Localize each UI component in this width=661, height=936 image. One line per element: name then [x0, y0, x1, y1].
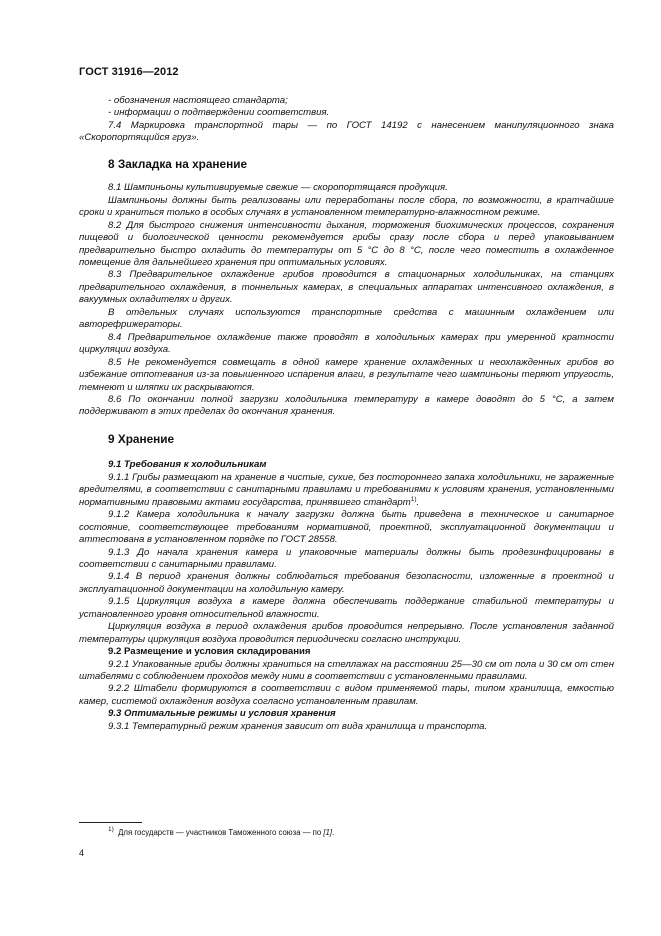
paragraph-8-3: 8.3 Предварительное охлаждение грибов проводится в стационарных холодильниках, на станциях предварительного охлаждения, в тоннельных камерах, в специальных аппаратах интенсивного охлаждения, в вакуумных охладителях и других.	[79, 269, 614, 306]
subsection-9-2-title: 9.2 Размещение и условия складирования	[108, 646, 311, 658]
footnote-text: Для государств — участников Таможенного союза — по	[118, 828, 324, 837]
subsection-9-3-title: 9.3 Оптимальные режимы и условия хранения	[108, 708, 336, 720]
footnote	[79, 828, 334, 837]
paragraph-9-1-2: 9.1.2 Камера холодильника к началу загрузки должна быть приведена в техническое и санитарное состояние, соответствующее требованиям нормативной, проектной, эксплуатационной документации и аттестована в установленном порядке по ГОСТ 28558.	[79, 509, 614, 546]
paragraph-9-1-1-text: 9.1.1 Грибы размещают на хранение в чистые, сухие, без постороннего запаха холодильники, не зараженные вредителями, в соответствии с санитарными правилами и требованиями к условиям хранения, установленными нормативными правовыми актами государства, принявшего стандарт	[79, 471, 614, 508]
footnote-reference: 1)	[410, 495, 417, 503]
paragraph-8-4: 8.4 Предварительное охлаждение также проводят в холодильных камерах при умеренной кратности циркуляции воздуха.	[79, 331, 614, 356]
footnote-end: .	[332, 828, 335, 837]
document-body	[79, 95, 614, 733]
paragraph-7-4: 7.4 Маркировка транспортной тары — по ГОСТ 14192 с нанесением манипуляционного знака «Скоропортящийся груз».	[79, 119, 614, 144]
paragraph-9-3-1: 9.3.1 Температурный режим хранения зависит от вида хранилища и транспорта.	[108, 720, 488, 732]
paragraph-9-1-5: 9.1.5 Циркуляция воздуха в камере должна обеспечивать поддержание стабильной температуры и установленного уровня относительной влажности.	[79, 596, 614, 620]
footnote-separator	[79, 822, 142, 823]
bullet-designation: - обозначения настоящего стандарта;	[108, 95, 288, 106]
paragraph-8-2: 8.2 Для быстрого снижения интенсивности дыхания, торможения биохимических процессов, сохранения пищевой и биологической ценности рекомендуется грибы сразу после сбора и перед упаковыванием предварительно быстро охладить до температуры от 5 °С до 8 °С, после чего поместить в охлажденное помещение для дальнейшего хранения при оптимальных условиях.	[79, 219, 614, 268]
subsection-9-1-title: 9.1 Требования к холодильникам	[108, 459, 267, 471]
standard-header: ГОСТ 31916—2012	[79, 66, 179, 78]
paragraph-9-2-1: 9.2.1 Упакованные грибы должны храниться на стеллажах на расстоянии 25—30 см от пола и 30 см от стен штабелями с соблюдением проходов между ними в соответствии с установленными правилами.	[79, 658, 614, 683]
section-8-title: 8 Закладка на хранение	[108, 156, 248, 171]
paragraph-8-1: 8.1 Шампиньоны культивируемые свежие — скоропортящаяся продукция.	[108, 182, 448, 194]
paragraph-9-1-1-end: .	[416, 496, 420, 508]
footnote-marker: 1)	[108, 826, 114, 833]
paragraph-9-1-5-continued: Циркуляция воздуха в период охлаждения грибов проводится непрерывно. После установления заданной температуры циркуляция воздуха проводится периодически согласно инструкции.	[79, 621, 614, 645]
paragraph-9-2-2: 9.2.2 Штабели формируются в соответствии с видом применяемой тары, типом хранилища, емкостью камер, системой охлаждения воздуха согласно установленным правилам.	[79, 683, 614, 707]
section-9-title: 9 Хранение	[108, 431, 175, 446]
paragraph-8-3-continued: В отдельных случаях используются транспортные средства с машинным охлаждением или авторефрижераторы.	[79, 306, 614, 331]
paragraph-9-1-3: 9.1.3 До начала хранения камера и упаковочные материалы должны быть продезинфицированы в соответствии с санитарными правилами.	[79, 546, 614, 570]
paragraph-9-1-1	[79, 472, 614, 509]
footnote-reference-link: [1]	[323, 828, 333, 837]
bullet-conformity: - информации о подтверждении соответствия.	[108, 107, 330, 119]
paragraph-8-1-continued: Шампиньоны должны быть реализованы или переработаны после сбора, по возможности, в кратчайшие сроки и храниться только в особых случаях в установленном температурно-влажностном режиме.	[79, 194, 614, 219]
paragraph-9-1-4: 9.1.4 В период хранения должны соблюдаться требования безопасности, изложенные в проектной и эксплуатационной документации на холодильную камеру.	[79, 571, 614, 595]
page-number: 4	[79, 848, 85, 858]
paragraph-8-5: 8.5 Не рекомендуется совмещать в одной камере хранение охлажденных и неохлажденных грибов во избежание отпотевания из-за повышенного испарения влаги, в результате чего шампиньоны теряют упругость, темнеют и шляпки их раскрываются.	[79, 356, 614, 393]
paragraph-8-6: 8.6 По окончании полной загрузки холодильника температуру в камере доводят до 5 °С, а затем поддерживают в этих пределах до окончания хранения.	[79, 393, 614, 418]
